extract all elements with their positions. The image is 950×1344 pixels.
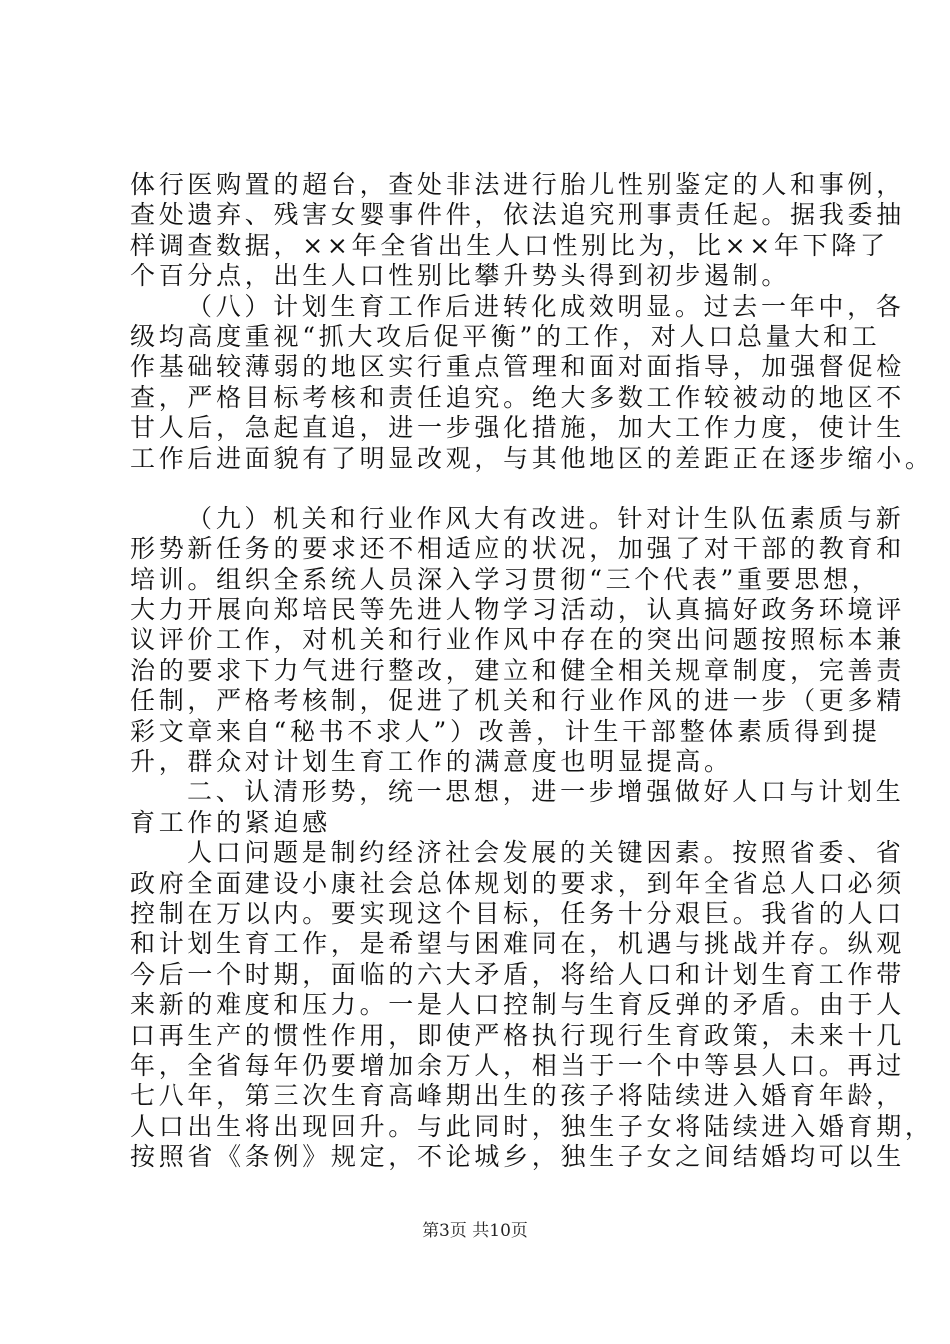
text-line: 培训。组织全系统人员深入学习贯彻“三个代表”重要思想， [130, 564, 881, 594]
text-line: 今后一个时期，面临的六大矛盾，将给人口和计划生育工作带 [130, 959, 905, 989]
text-line: （八）计划生育工作后进转化成效明显。过去一年中，各 [187, 291, 905, 321]
text-line: 二、认清形势，统一思想，进一步增强做好人口与计划生 [187, 777, 905, 807]
text-line: 和计划生育工作，是希望与困难同在，机遇与挑战并存。纵观 [130, 929, 905, 959]
paragraph-section-8 [130, 291, 934, 474]
paragraph-population [130, 838, 934, 1172]
text-line: 甘人后，急起直追，进一步强化措施，加大工作力度，使计生 [130, 413, 905, 443]
text-line: 查处遗弃、残害女婴事件件，依法追究刑事责任起。据我委抽 [130, 200, 905, 230]
section-heading-2 [130, 777, 905, 838]
text-line: 按照省《条例》规定，不论城乡，独生子女之间结婚均可以生 [130, 1142, 905, 1172]
text-line: 形势新任务的要求还不相适应的状况，加强了对干部的教育和 [130, 534, 905, 564]
text-line: 查，严格目标考核和责任追究。绝大多数工作较被动的地区不 [130, 382, 905, 412]
text-line: （九）机关和行业作风大有改进。针对计生队伍素质与新 [187, 503, 905, 533]
text-line: 政府全面建设小康社会总体规划的要求，到年全省总人口必须 [130, 868, 905, 898]
text-line: 升，群众对计划生育工作的满意度也明显提高。 [130, 747, 733, 777]
text-line: 作基础较薄弱的地区实行重点管理和面对面指导，加强督促检 [130, 352, 905, 382]
text-line: 任制，严格考核制，促进了机关和行业作风的进一步（更多精 [130, 686, 905, 716]
text-line: 人口出生将出现回升。与此同时，独生子女将陆续进入婚育期， [130, 1111, 934, 1141]
text-line: 体行医购置的超台，查处非法进行胎儿性别鉴定的人和事例， [130, 170, 905, 199]
text-line: 治的要求下力气进行整改，建立和健全相关规章制度，完善责 [130, 655, 905, 685]
text-line: 大力开展向郑培民等先进人物学习活动，认真搞好政务环境评 [130, 595, 905, 625]
text-line: 来新的难度和压力。一是人口控制与生育反弹的矛盾。由于人 [130, 990, 905, 1020]
text-line: 七八年，第三次生育高峰期出生的孩子将陆续进入婚育年龄， [130, 1081, 905, 1111]
text-line: 样调查数据，××年全省出生人口性别比为，比××年下降了 [130, 230, 889, 260]
text-line: 议评价工作，对机关和行业作风中存在的突出问题按照标本兼 [130, 625, 905, 655]
text-line: 工作后进面貌有了明显改观，与其他地区的差距正在逐步缩小。 [130, 443, 934, 473]
text-line: 年，全省每年仍要增加余万人，相当于一个中等县人口。再过 [130, 1050, 905, 1080]
paragraph-continuation [130, 170, 905, 292]
text-line: 口再生产的惯性作用，即使严格执行现行生育政策，未来十几 [130, 1020, 905, 1050]
text-line: 控制在万以内。要实现这个目标，任务十分艰巨。我省的人口 [130, 898, 905, 928]
text-line: 育工作的紧迫感 [130, 807, 331, 837]
paragraph-section-9 [130, 503, 905, 778]
page-number-footer: 第3页 共10页 [422, 1221, 528, 1241]
paragraph-gap [130, 474, 850, 504]
text-line: 级均高度重视“抓大攻后促平衡”的工作，对人口总量大和工 [130, 321, 881, 351]
body-text [130, 170, 934, 1173]
text-line: 彩文章来自“秘书不求人”）改善，计生干部整体素质得到提 [130, 716, 881, 746]
text-line: 个百分点，出生人口性别比攀升势头得到初步遏制。 [130, 261, 791, 291]
text-line: 人口问题是制约经济社会发展的关键因素。按照省委、省 [187, 838, 905, 868]
